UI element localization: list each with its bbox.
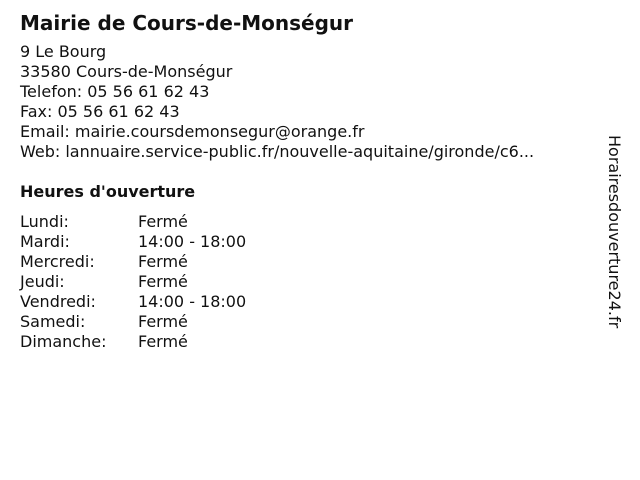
hours-row-mardi bbox=[20, 232, 600, 252]
address-street: 9 Le Bourg bbox=[20, 42, 107, 61]
hours-day: Dimanche: bbox=[20, 332, 107, 351]
hours-day: Vendredi: bbox=[20, 292, 96, 311]
hours-time: Fermé bbox=[138, 252, 188, 271]
listing-card bbox=[20, 10, 600, 352]
hours-time: Fermé bbox=[138, 212, 188, 231]
hours-day: Samedi: bbox=[20, 312, 86, 331]
hours-row-vendredi bbox=[20, 292, 600, 312]
hours-day: Lundi: bbox=[20, 212, 69, 231]
hours-heading: Heures d'ouverture bbox=[20, 182, 196, 201]
hours-time: 14:00 - 18:00 bbox=[138, 292, 247, 311]
fax-line: Fax: 05 56 61 62 43 bbox=[20, 102, 180, 121]
hours-table bbox=[20, 212, 600, 352]
hours-day: Jeudi: bbox=[20, 272, 65, 291]
phone-line[interactable]: Telefon: 05 56 61 62 43 bbox=[20, 82, 210, 101]
hours-row-jeudi bbox=[20, 272, 600, 292]
hours-time: Fermé bbox=[138, 272, 188, 291]
hours-row-dimanche bbox=[20, 332, 600, 352]
brand-watermark: Horairesdouverture24.fr bbox=[605, 135, 624, 329]
address-postcode-city: 33580 Cours-de-Monségur bbox=[20, 62, 233, 81]
hours-time: Fermé bbox=[138, 332, 188, 351]
hours-row-samedi bbox=[20, 312, 600, 332]
hours-day: Mardi: bbox=[20, 232, 70, 251]
page-title: Mairie de Cours-de-Monségur bbox=[20, 11, 354, 35]
hours-time: Fermé bbox=[138, 312, 188, 331]
email-line[interactable]: Email: mairie.coursdemonsegur@orange.fr bbox=[20, 122, 365, 141]
hours-day: Mercredi: bbox=[20, 252, 95, 271]
hours-time: 14:00 - 18:00 bbox=[138, 232, 247, 251]
hours-row-lundi bbox=[20, 212, 600, 232]
hours-row-mercredi bbox=[20, 252, 600, 272]
web-line[interactable]: Web: lannuaire.service-public.fr/nouvelle-aquitaine/gironde/c6... bbox=[20, 142, 535, 161]
